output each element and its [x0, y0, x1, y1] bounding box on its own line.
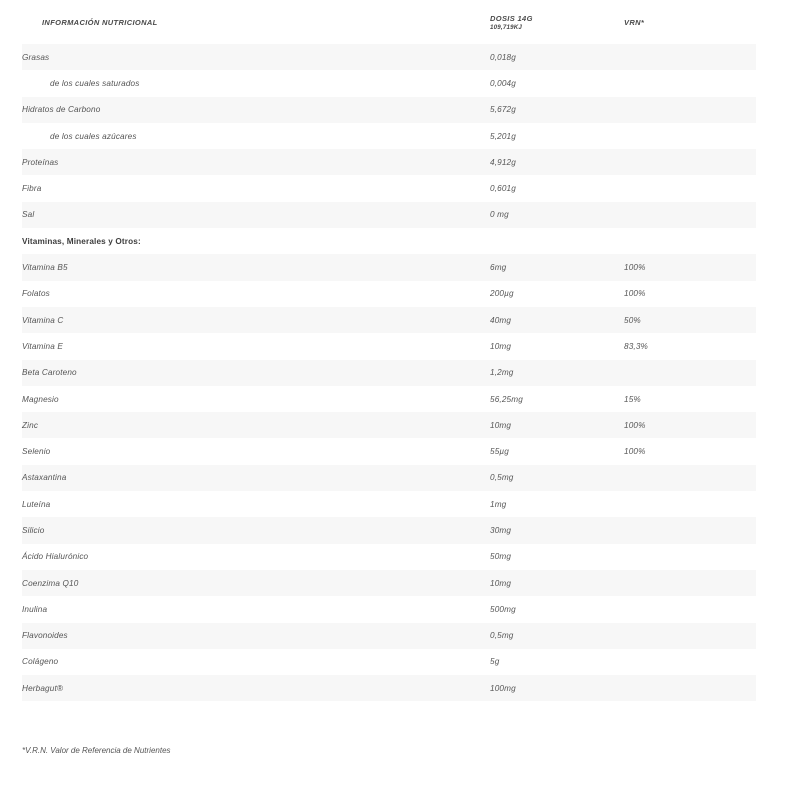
nutrient-dose-cell: 4,912g [490, 149, 624, 175]
nutrient-name-cell: Folatos [22, 281, 490, 307]
table-row [22, 675, 756, 701]
nutrient-dose-cell: 0,5mg [490, 465, 624, 491]
nutrient-vrn-cell [624, 570, 756, 596]
table-row [22, 97, 756, 123]
nutrient-name-cell: Fibra [22, 175, 490, 201]
table-row [22, 623, 756, 649]
nutrient-vrn-cell [624, 517, 756, 543]
nutrient-name-cell: Zinc [22, 412, 490, 438]
nutrient-vrn-cell: 100% [624, 281, 756, 307]
nutrient-name-cell: Astaxantina [22, 465, 490, 491]
table-row [22, 333, 756, 359]
nutrient-vrn-cell [624, 44, 756, 70]
table-row [22, 307, 756, 333]
table-row [22, 123, 756, 149]
nutrient-vrn-cell [624, 649, 756, 675]
nutrient-vrn-cell [624, 149, 756, 175]
nutrient-dose-cell: 0,004g [490, 70, 624, 96]
table-row [22, 149, 756, 175]
nutrient-name-cell: Hidratos de Carbono [22, 97, 490, 123]
nutrient-name-cell: Herbagut® [22, 675, 490, 701]
table-row [22, 570, 756, 596]
table-row [22, 281, 756, 307]
column-header-vrn: VRN* [624, 0, 756, 44]
nutrient-vrn-cell [624, 491, 756, 517]
nutrient-name-cell: de los cuales azúcares [22, 123, 490, 149]
table-spacer-cell [22, 701, 756, 727]
nutrient-dose-cell: 5g [490, 649, 624, 675]
nutrient-dose-cell: 40mg [490, 307, 624, 333]
nutrient-dose-cell: 30mg [490, 517, 624, 543]
table-row [22, 465, 756, 491]
nutrient-vrn-cell [624, 97, 756, 123]
footnote-row [22, 728, 756, 774]
nutrient-name-cell: Vitamina E [22, 333, 490, 359]
nutrient-dose-cell: 50mg [490, 544, 624, 570]
table-row [22, 360, 756, 386]
nutrient-name-cell: Selenio [22, 438, 490, 464]
nutrient-name-cell: Vitamina B5 [22, 254, 490, 280]
nutrient-name-cell: de los cuales saturados [22, 70, 490, 96]
nutrient-dose-cell: 1,2mg [490, 360, 624, 386]
nutrient-dose-cell: 10mg [490, 412, 624, 438]
nutrient-vrn-cell [624, 623, 756, 649]
column-header-nutrient: INFORMACIÓN NUTRICIONAL [22, 0, 490, 44]
nutrient-dose-cell: 55µg [490, 438, 624, 464]
nutrient-name-cell: Colágeno [22, 649, 490, 675]
nutrient-dose-cell: 1mg [490, 491, 624, 517]
nutrient-dose-cell: 5,672g [490, 97, 624, 123]
nutrient-vrn-cell [624, 544, 756, 570]
nutrient-dose-cell: 6mg [490, 254, 624, 280]
table-row [22, 386, 756, 412]
nutrient-vrn-cell: 100% [624, 412, 756, 438]
nutrient-name-cell: Flavonoides [22, 623, 490, 649]
nutrient-dose-cell [490, 228, 624, 254]
table-row [22, 175, 756, 201]
nutrient-name-cell: Beta Caroteno [22, 360, 490, 386]
nutrient-vrn-cell: 83,3% [624, 333, 756, 359]
nutrient-vrn-cell [624, 123, 756, 149]
nutrient-vrn-cell: 15% [624, 386, 756, 412]
nutrient-name-cell: Sal [22, 202, 490, 228]
table-header [22, 0, 756, 44]
nutrient-name-cell: Luteína [22, 491, 490, 517]
table-spacer-row [22, 701, 756, 727]
nutrient-name-cell: Magnesio [22, 386, 490, 412]
table-row [22, 412, 756, 438]
footnote-text: *V.R.N. Valor de Referencia de Nutrientes [22, 728, 756, 774]
nutrient-dose-cell: 10mg [490, 570, 624, 596]
table-row [22, 254, 756, 280]
nutrient-vrn-cell [624, 596, 756, 622]
table-row [22, 438, 756, 464]
column-header-dose-line2: 109,719KJ [490, 23, 523, 31]
nutrient-vrn-cell [624, 228, 756, 254]
nutrient-name-cell: Coenzima Q10 [22, 570, 490, 596]
nutrient-dose-cell: 100mg [490, 675, 624, 701]
nutrition-table [22, 0, 756, 774]
nutrition-table-wrapper [22, 0, 756, 774]
table-row [22, 544, 756, 570]
table-row [22, 70, 756, 96]
section-heading-cell: Vitaminas, Minerales y Otros: [22, 228, 490, 254]
page-bottom-margin [0, 775, 800, 800]
column-header-dose-line1: DOSIS 14G [490, 13, 533, 23]
nutrient-dose-cell: 0,5mg [490, 623, 624, 649]
nutrient-vrn-cell [624, 465, 756, 491]
nutrient-vrn-cell [624, 175, 756, 201]
table-row [22, 228, 756, 254]
nutrient-dose-cell: 5,201g [490, 123, 624, 149]
nutrient-dose-cell: 56,25mg [490, 386, 624, 412]
nutrient-dose-cell: 10mg [490, 333, 624, 359]
nutrient-dose-cell: 0,018g [490, 44, 624, 70]
nutrient-dose-cell: 500mg [490, 596, 624, 622]
nutrient-dose-cell: 0 mg [490, 202, 624, 228]
nutrient-name-cell: Inulina [22, 596, 490, 622]
nutrient-dose-cell: 0,601g [490, 175, 624, 201]
table-row [22, 202, 756, 228]
nutrient-name-cell: Grasas [22, 44, 490, 70]
nutrient-dose-cell: 200µg [490, 281, 624, 307]
nutrient-vrn-cell: 100% [624, 438, 756, 464]
nutrient-vrn-cell [624, 675, 756, 701]
table-row [22, 596, 756, 622]
table-row [22, 491, 756, 517]
nutrient-vrn-cell: 50% [624, 307, 756, 333]
nutrient-name-cell: Ácido Hialurónico [22, 544, 490, 570]
table-row [22, 517, 756, 543]
table-row [22, 44, 756, 70]
nutrient-vrn-cell [624, 70, 756, 96]
column-header-dose [490, 0, 624, 44]
nutrient-vrn-cell [624, 202, 756, 228]
nutrient-name-cell: Silicio [22, 517, 490, 543]
table-header-row [22, 0, 756, 44]
nutrient-name-cell: Proteínas [22, 149, 490, 175]
table-body [22, 44, 756, 774]
nutrient-vrn-cell [624, 360, 756, 386]
nutrient-name-cell: Vitamina C [22, 307, 490, 333]
nutrient-vrn-cell: 100% [624, 254, 756, 280]
table-row [22, 649, 756, 675]
